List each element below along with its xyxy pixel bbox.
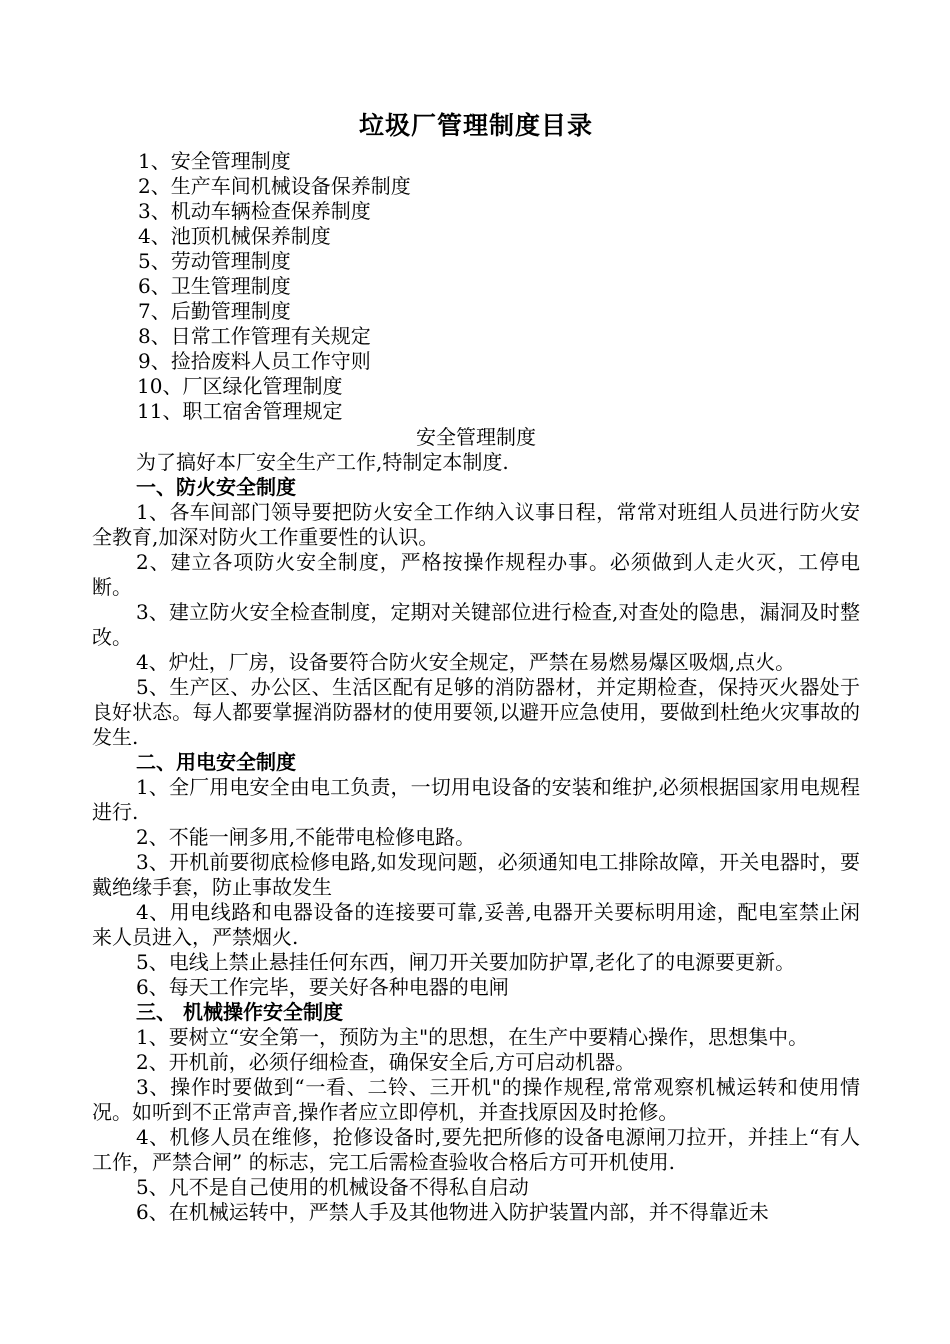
electric-safety-heading: 二、用电安全制度	[136, 750, 296, 774]
document-title: 垃圾厂管理制度目录	[358, 111, 593, 140]
section-title: 安全管理制度	[416, 425, 536, 449]
toc-item: 11、职工宿舍管理规定	[137, 399, 343, 423]
machine-safety-heading: 三、 机械操作安全制度	[136, 1000, 343, 1024]
fire-item: 3、建立防火安全检查制度，定期对关键部位进行检查,对查处的隐患，漏洞及时整改。	[92, 600, 860, 649]
toc-item: 6、卫生管理制度	[138, 274, 291, 298]
toc-item: 9、捡拾废料人员工作守则	[138, 349, 371, 373]
electric-item: 3、开机前要彻底检修电路,如发现问题，必须通知电工排除故障，开关电器时，要戴绝缘手套，防止事故发生	[92, 850, 860, 899]
electric-item: 1、全厂用电安全由电工负责，一切用电设备的安装和维护,必须根据国家用电规程进行.	[92, 775, 860, 824]
toc-item: 10、厂区绿化管理制度	[137, 374, 343, 398]
machine-item: 1、要树立“安全第一，预防为主"的思想，在生产中要精心操作，思想集中。	[136, 1025, 809, 1049]
machine-item: 5、凡不是自己使用的机械设备不得私自启动	[136, 1175, 529, 1199]
machine-item: 6、在机械运转中，严禁人手及其他物进入防护装置内部，并不得靠近未	[136, 1200, 769, 1224]
electric-item: 2、不能一闸多用,不能带电检修电路。	[136, 825, 476, 849]
fire-item: 2、建立各项防火安全制度，严格按操作规程办事。必须做到人走火灭，工停电断。	[92, 550, 860, 599]
machine-item: 3、操作时要做到“一看、二铃、三开机"的操作规程,常常观察机械运转和使用情况。如听到不正常声音,操作者应立即停机，并查找原因及时抢修。	[92, 1075, 860, 1124]
fire-item: 4、炉灶，厂房，设备要符合防火安全规定，严禁在易燃易爆区吸烟,点火。	[136, 650, 796, 674]
fire-safety-heading: 一、防火安全制度	[136, 475, 296, 499]
toc-item: 4、池顶机械保养制度	[138, 224, 331, 248]
table-of-contents	[92, 149, 860, 424]
toc-item: 5、劳动管理制度	[138, 249, 291, 273]
toc-item: 3、机动车辆检查保养制度	[138, 199, 371, 223]
toc-item: 2、生产车间机械设备保养制度	[138, 174, 411, 198]
toc-item: 1、安全管理制度	[138, 149, 291, 173]
fire-item: 1、各车间部门领导要把防火安全工作纳入议事日程，常常对班组人员进行防火安全教育,加深对防火工作重要性的认识。	[92, 500, 860, 549]
electric-item: 4、用电线路和电器设备的连接要可靠,妥善,电器开关要标明用途，配电室禁止闲来人员进入，严禁烟火.	[92, 900, 860, 949]
machine-item: 4、机修人员在维修，抢修设备时,要先把所修的设备电源闸刀拉开，并挂上“有人工作，严禁合闸” 的标志，完工后需检查验收合格后方可开机使用.	[92, 1125, 860, 1174]
machine-item: 2、开机前，必须仔细检查，确保安全后,方可启动机器。	[136, 1050, 636, 1074]
electric-item: 6、每天工作完毕，要关好各种电器的电闸	[136, 975, 509, 999]
document-page	[92, 106, 860, 1225]
toc-item: 8、日常工作管理有关规定	[138, 324, 371, 348]
fire-item: 5、生产区、办公区、生活区配有足够的消防器材，并定期检查，保持灭火器处于良好状态。每人都要掌握消防器材的使用要领,以避开应急使用，要做到杜绝火灾事故的发生.	[92, 675, 860, 749]
electric-item: 5、电线上禁止悬挂任何东西，闸刀开关要加防护罩,老化了的电源要更新。	[136, 950, 796, 974]
intro-paragraph: 为了搞好本厂安全生产工作,特制定本制度.	[136, 450, 509, 474]
toc-item: 7、后勤管理制度	[138, 299, 291, 323]
